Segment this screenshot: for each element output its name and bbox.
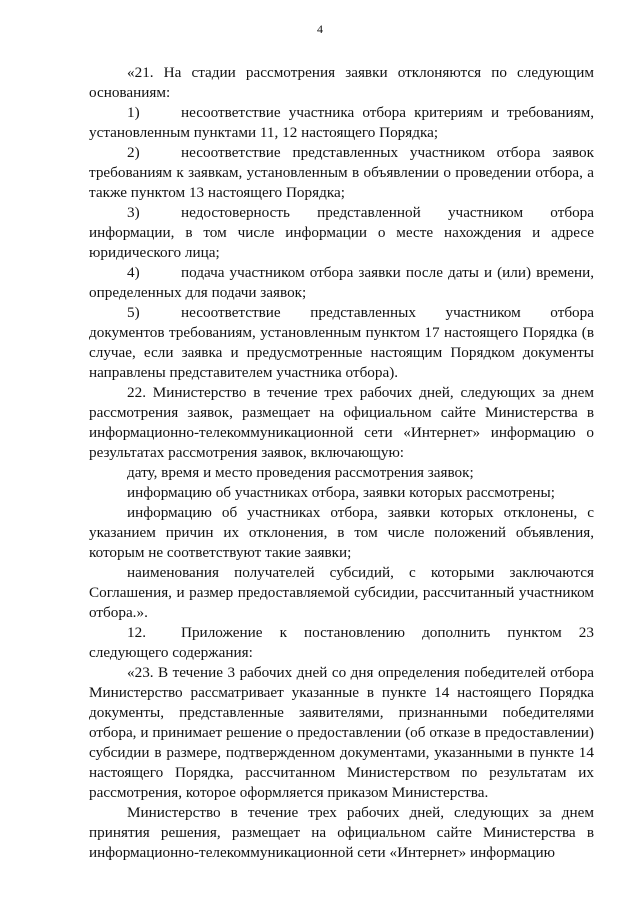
list-item-number: 3) — [127, 204, 140, 221]
paragraph: 22. Министерство в течение трех рабочих дней, следующих за днем рассмотрения заявок, размещает на официальном сайте Министерства в информационно-телекоммуникационной сети «Интернет» информацию о результатах рассмотрения заявок, включающую: — [89, 384, 594, 461]
list-item-text: Приложение к постановлению дополнить пунктом 23 следующего содержания: — [89, 624, 594, 661]
document-body — [89, 63, 594, 863]
list-item-number: 5) — [127, 304, 140, 321]
page-number: 4 — [317, 22, 323, 36]
list-item-number: 4) — [127, 264, 140, 281]
paragraph: наименования получателей субсидий, с которыми заключаются Соглашения, и размер предоставляемой субсидии, рассчитанный участником отбора.». — [89, 564, 594, 621]
paragraph: «23. В течение 3 рабочих дней со дня определения победителей отбора Министерство рассматривает указанные в пункте 14 настоящего Порядка документы, представленные заявителями, признанными победителями отбора, и принимает решение о предоставлении (об отказе в предоставлении) субсидии в размере, подтвержденном документами, указанными в пункте 14 настоящего Порядка, рассчитанном Министерством по результатам их рассмотрения, которое оформляется приказом Министерства. — [89, 664, 594, 801]
list-item — [89, 143, 594, 203]
list-item-number: 12. — [127, 624, 146, 641]
list-item — [89, 203, 594, 263]
list-item — [89, 623, 594, 663]
list-item-text: подача участником отбора заявки после даты и (или) времени, определенных для подачи заявок; — [89, 264, 594, 301]
list-item-number: 2) — [127, 144, 140, 161]
list-item-number: 1) — [127, 104, 140, 121]
list-item-text: несоответствие участника отбора критериям и требованиям, установленным пунктами 11, 12 настоящего Порядка; — [89, 104, 594, 141]
paragraph: «21. На стадии рассмотрения заявки отклоняются по следующим основаниям: — [89, 64, 594, 101]
paragraph: дату, время и место проведения рассмотрения заявок; — [127, 464, 474, 481]
paragraph: информацию об участниках отбора, заявки которых рассмотрены; — [127, 484, 555, 501]
list-item — [89, 303, 594, 383]
paragraph: информацию об участниках отбора, заявки которых отклонены, с указанием причин их отклонения, в том числе положений объявления, которым не соответствуют такие заявки; — [89, 504, 594, 561]
paragraph: Министерство в течение трех рабочих дней, следующих за днем принятия решения, размещает на официальном сайте Министерства в информационно-телекоммуникационной сети «Интернет» информацию — [89, 804, 594, 861]
list-item-text: несоответствие представленных участником отбора заявок требованиям к заявкам, установленным в объявлении о проведении отбора, а также пунктом 13 настоящего Порядка; — [89, 144, 594, 201]
list-item — [89, 263, 594, 303]
list-item-text: несоответствие представленных участником отбора документов требованиям, установленным пунктом 17 настоящего Порядка (в случае, если заявка и предусмотренные настоящим Порядком документы направлены представителем участника отбора). — [89, 304, 594, 381]
list-item-text: недостоверность представленной участником отбора информации, в том числе информации о месте нахождения и адресе юридического лица; — [89, 204, 594, 261]
list-item — [89, 103, 594, 143]
